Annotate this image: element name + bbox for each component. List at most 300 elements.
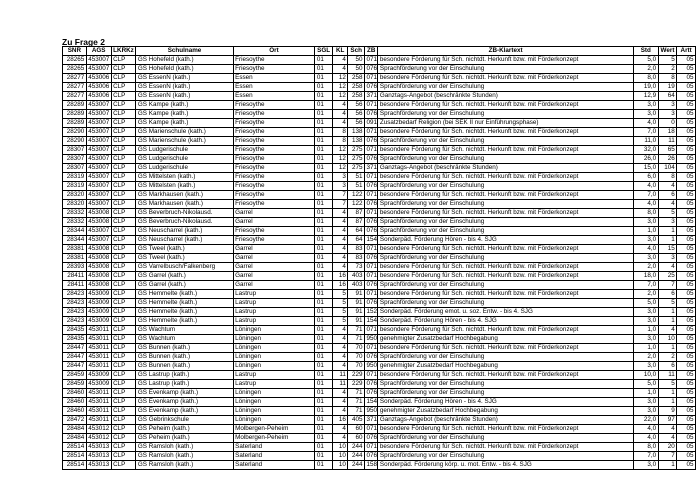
cell-ort: Friesoythe xyxy=(233,101,315,110)
cell-zb-klartext: Sprachförderung vor der Einschulung xyxy=(378,353,633,362)
cell-kl: 3 xyxy=(332,173,348,182)
cell-ort: Garrel xyxy=(233,263,315,272)
cell-lkrkz: CLP xyxy=(111,263,136,272)
cell-schulname: GS Ramsloh (kath.) xyxy=(136,461,233,470)
cell-zb: 371 xyxy=(366,164,377,171)
cell-zb: 154 xyxy=(366,236,377,243)
cell-wert: 1 xyxy=(658,398,677,407)
cell-std: 3,0 xyxy=(633,308,658,317)
cell-lkrkz: CLP xyxy=(111,407,136,416)
cell-std: 4,0 xyxy=(633,200,658,209)
cell-ags: 453011 xyxy=(86,416,111,425)
cell-kl: 4 xyxy=(332,344,348,353)
cell-lkrkz: CLP xyxy=(111,92,136,101)
cell-sch: 83 xyxy=(348,254,365,263)
cell-schulname: GS Bunnen (kath.) xyxy=(136,362,233,371)
cell-ags: 453008 xyxy=(88,254,110,261)
cell-lkrkz: CLP xyxy=(111,353,136,362)
cell-kl: 11 xyxy=(332,380,348,389)
table-row xyxy=(63,128,696,137)
cell-schulname: GS Evenkamp (kath.) xyxy=(136,398,233,407)
cell-ort: Löningen xyxy=(233,416,315,425)
cell-lkrkz: CLP xyxy=(111,308,136,317)
cell-lkrkz: CLP xyxy=(111,434,136,443)
cell-schulname: GS Tweel (kath.) xyxy=(136,254,233,263)
cell-std: 3,0 xyxy=(633,236,658,245)
cell-artt: 05 xyxy=(677,128,696,137)
cell-wert: 1 xyxy=(658,317,677,326)
cell-wert: 6 xyxy=(658,362,677,371)
column-header-artt: Artt xyxy=(677,47,696,56)
cell-schulname: GS Ludgerischule xyxy=(136,155,233,164)
cell-lkrkz: CLP xyxy=(111,65,136,74)
cell-snr: 28460 xyxy=(63,389,87,398)
cell-lkrkz: CLP xyxy=(111,443,136,452)
cell-sgl: 01 xyxy=(315,218,333,227)
cell-ort: Löningen xyxy=(233,353,315,362)
cell-wert: 1 xyxy=(658,236,677,245)
cell-zb-klartext: Sprachförderung vor der Einschulung xyxy=(378,200,633,209)
cell-lkrkz: CLP xyxy=(111,164,136,173)
cell-wert: 2 xyxy=(658,353,677,362)
cell-schulname: GS Mittelsten (kath.) xyxy=(136,182,233,191)
cell-ags: 453013 xyxy=(88,443,110,450)
cell-artt: 05 xyxy=(677,389,696,398)
cell-kl: 4 xyxy=(332,218,348,227)
cell-snr: 28307 xyxy=(63,146,87,155)
cell-sgl: 01 xyxy=(315,263,333,272)
cell-kl: 4 xyxy=(332,434,348,443)
cell-zb: 071 xyxy=(366,263,377,270)
cell-sch: 405 xyxy=(348,416,365,425)
cell-lkrkz: CLP xyxy=(111,281,136,290)
cell-std: 5,0 xyxy=(633,380,658,389)
cell-sgl: 01 xyxy=(315,407,333,416)
cell-zb: 076 xyxy=(366,182,377,189)
cell-lkrkz: CLP xyxy=(111,290,136,299)
cell-schulname: GS Hemmelte (kath.) xyxy=(136,290,233,299)
cell-zb-klartext: besondere Förderung für Sch. nichtdt. Herkunft bzw. mit Förderkonzept xyxy=(378,191,633,200)
table-row xyxy=(63,155,696,164)
cell-zb: 071 xyxy=(366,290,377,297)
cell-kl: 4 xyxy=(332,353,348,362)
cell-sgl: 01 xyxy=(315,281,333,290)
cell-zb: 371 xyxy=(366,416,377,423)
column-header-lkrkz: LKRKz xyxy=(111,47,136,56)
cell-zb-klartext: Sonderpäd. Förderung Hören - bis 4. SJG xyxy=(378,317,633,326)
cell-ort: Friesoythe xyxy=(233,182,315,191)
cell-sgl: 01 xyxy=(315,119,333,128)
cell-ags: 453006 xyxy=(88,83,110,90)
cell-ags: 453013 xyxy=(88,461,110,468)
cell-artt: 05 xyxy=(677,371,696,380)
table-row xyxy=(63,182,696,191)
cell-zb: 076 xyxy=(366,281,377,288)
cell-wert: 1 xyxy=(658,308,677,317)
cell-ags: 453011 xyxy=(86,398,111,407)
cell-ags: 453007 xyxy=(88,155,110,162)
cell-zb: 076 xyxy=(366,380,377,387)
cell-sgl: 01 xyxy=(315,443,333,452)
cell-kl: 4 xyxy=(332,425,348,434)
cell-kl: 4 xyxy=(332,398,348,407)
cell-artt: 05 xyxy=(677,236,696,245)
cell-zb-klartext: besondere Förderung für Sch. nichtdt. Herkunft bzw. mit Förderkonzept xyxy=(378,326,633,335)
cell-ort: Garrel xyxy=(233,272,315,281)
cell-sch: 91 xyxy=(348,317,365,326)
cell-sgl: 01 xyxy=(315,380,333,389)
cell-snr: 28381 xyxy=(63,245,87,254)
cell-sch: 91 xyxy=(348,299,365,308)
cell-ags: 453006 xyxy=(88,92,110,99)
cell-ort: Löningen xyxy=(233,344,315,353)
cell-wert: 1 xyxy=(658,344,677,353)
cell-lkrkz: CLP xyxy=(111,200,136,209)
cell-zb-klartext: Sprachförderung vor der Einschulung xyxy=(378,389,633,398)
cell-sgl: 01 xyxy=(315,353,333,362)
cell-std: 5,0 xyxy=(633,56,658,65)
cell-snr: 28423 xyxy=(63,308,87,317)
cell-kl: 4 xyxy=(332,407,348,416)
cell-zb: 071 xyxy=(366,128,377,135)
table-row xyxy=(63,101,696,110)
column-header-schulname: Schulname xyxy=(136,47,233,56)
table-row xyxy=(63,308,696,317)
cell-lkrkz: CLP xyxy=(111,227,136,236)
cell-sch: 91 xyxy=(348,290,365,299)
cell-std: 1,0 xyxy=(633,227,658,236)
cell-snr: 28460 xyxy=(63,398,87,407)
table-row xyxy=(63,299,696,308)
cell-ags: 453008 xyxy=(88,245,110,252)
cell-zb: 091 xyxy=(366,119,377,126)
cell-zb: 071 xyxy=(366,74,377,81)
cell-kl: 5 xyxy=(332,317,348,326)
table-row xyxy=(63,65,696,74)
cell-ort: Friesoythe xyxy=(233,164,315,173)
cell-zb-klartext: besondere Förderung für Sch. nichtdt. Herkunft bzw. mit Förderkonzept xyxy=(378,146,633,155)
cell-sgl: 01 xyxy=(315,434,333,443)
cell-snr: 28460 xyxy=(63,407,87,416)
cell-std: 4,0 xyxy=(633,182,658,191)
cell-std: 22,0 xyxy=(633,416,658,425)
cell-zb: 071 xyxy=(366,425,377,432)
cell-zb-klartext: Sonderpäd. Förderung Hören - bis 4. SJG xyxy=(378,236,633,245)
cell-lkrkz: CLP xyxy=(111,101,136,110)
cell-zb-klartext: besondere Förderung für Sch. nichtdt. Herkunft bzw. mit Förderkonzept xyxy=(378,74,633,83)
cell-sgl: 01 xyxy=(315,227,333,236)
cell-kl: 4 xyxy=(332,254,348,263)
cell-ags: 453007 xyxy=(88,128,110,135)
cell-zb-klartext: besondere Förderung für Sch. nichtdt. Herkunft bzw. mit Förderkonzept xyxy=(378,371,633,380)
cell-kl: 10 xyxy=(332,452,348,461)
cell-artt: 05 xyxy=(677,308,696,317)
cell-lkrkz: CLP xyxy=(111,254,136,263)
cell-std: 7,0 xyxy=(633,452,658,461)
cell-snr: 28265 xyxy=(63,56,87,65)
cell-ags: 453007 xyxy=(88,173,110,180)
table-row xyxy=(63,326,696,335)
column-header-sch: Sch xyxy=(348,47,365,56)
cell-sch: 71 xyxy=(348,326,365,335)
cell-snr: 28381 xyxy=(63,254,87,263)
cell-kl: 5 xyxy=(332,290,348,299)
cell-wert: 4 xyxy=(658,263,677,272)
cell-schulname: GS Bunnen (kath.) xyxy=(136,353,233,362)
cell-std: 7,0 xyxy=(633,128,658,137)
cell-zb-klartext: Zusatzbedarf Religion (bei SEK II nur Einführungsphase) xyxy=(378,119,633,128)
cell-artt: 05 xyxy=(677,65,696,74)
cell-zb-klartext: Sprachförderung vor der Einschulung xyxy=(378,218,633,227)
cell-std: 8,0 xyxy=(633,74,658,83)
cell-schulname: GS Ramsloh (kath.) xyxy=(136,443,233,452)
cell-artt: 05 xyxy=(677,317,696,326)
cell-zb: 076 xyxy=(366,65,377,72)
cell-schulname: GS Hemmelte (kath.) xyxy=(136,308,233,317)
cell-lkrkz: CLP xyxy=(111,317,136,326)
column-header-sgl: SGL xyxy=(315,47,333,56)
cell-lkrkz: CLP xyxy=(111,119,136,128)
cell-schulname: GS Hohefeld (kath.) xyxy=(136,56,233,65)
cell-kl: 4 xyxy=(332,236,348,245)
cell-wert: 4 xyxy=(658,200,677,209)
cell-sgl: 01 xyxy=(315,200,333,209)
cell-schulname: GS Garrel (kath.) xyxy=(136,272,233,281)
table-row xyxy=(63,335,696,344)
cell-sgl: 01 xyxy=(315,110,333,119)
table-row xyxy=(63,236,696,245)
cell-ort: Molbergen-Peheim xyxy=(233,434,315,443)
cell-schulname: GS Lastrup (kath.) xyxy=(136,371,233,380)
cell-schulname: GS Markhausen (kath.) xyxy=(136,191,233,200)
cell-lkrkz: CLP xyxy=(111,182,136,191)
cell-artt: 05 xyxy=(677,254,696,263)
cell-zb: 076 xyxy=(366,353,377,360)
cell-wert: 3 xyxy=(658,254,677,263)
page-title: Zu Frage 2 xyxy=(62,37,105,47)
cell-zb-klartext: besondere Förderung für Sch. nichtdt. Herkunft bzw. mit Förderkonzept xyxy=(378,263,633,272)
cell-snr: 28435 xyxy=(63,335,87,344)
cell-std: 3,0 xyxy=(633,254,658,263)
cell-kl: 10 xyxy=(332,443,348,452)
cell-artt: 05 xyxy=(677,335,696,344)
cell-zb-klartext: Ganztags-Angebot (beschränkte Stunden) xyxy=(378,92,633,101)
table-row xyxy=(63,263,696,272)
cell-zb-klartext: besondere Förderung für Sch. nichtdt. Herkunft bzw. mit Förderkonzept xyxy=(378,56,633,65)
cell-std: 3,0 xyxy=(633,317,658,326)
cell-ags: 453007 xyxy=(88,137,110,144)
table-row xyxy=(63,119,696,128)
cell-snr: 28472 xyxy=(63,416,87,425)
cell-schulname: GS EssenN (kath.) xyxy=(136,74,233,83)
cell-kl: 3 xyxy=(332,182,348,191)
cell-kl: 12 xyxy=(332,83,348,92)
cell-std: 4,0 xyxy=(633,425,658,434)
table-row xyxy=(63,281,696,290)
cell-std: 11,0 xyxy=(633,137,658,146)
cell-ort: Löningen xyxy=(233,326,315,335)
cell-ags: 453008 xyxy=(88,281,110,288)
cell-lkrkz: CLP xyxy=(111,83,136,92)
table-row xyxy=(63,227,696,236)
cell-snr: 28484 xyxy=(63,434,87,443)
table-row xyxy=(63,290,696,299)
cell-kl: 7 xyxy=(332,200,348,209)
cell-snr: 28319 xyxy=(63,173,87,182)
cell-zb: 076 xyxy=(366,218,377,225)
cell-wert: 4 xyxy=(658,434,677,443)
cell-lkrkz: CLP xyxy=(111,173,136,182)
cell-snr: 28332 xyxy=(63,209,87,218)
cell-lkrkz: CLP xyxy=(111,380,136,389)
cell-schulname: GS Garrel (kath.) xyxy=(136,281,233,290)
cell-sch: 50 xyxy=(348,65,365,74)
cell-lkrkz: CLP xyxy=(111,155,136,164)
table-row xyxy=(63,191,696,200)
cell-snr: 28514 xyxy=(63,443,87,452)
cell-ort: Lastrup xyxy=(233,371,315,380)
cell-kl: 12 xyxy=(332,146,348,155)
cell-sch: 258 xyxy=(348,92,365,101)
cell-zb-klartext: Sprachförderung vor der Einschulung xyxy=(378,281,633,290)
cell-zb-klartext: genehmigter Zusatzbedarf Hochbegabung xyxy=(378,407,633,416)
cell-kl: 4 xyxy=(332,389,348,398)
cell-lkrkz: CLP xyxy=(111,335,136,344)
cell-wert: 4 xyxy=(658,326,677,335)
cell-ort: Friesoythe xyxy=(233,110,315,119)
cell-snr: 28459 xyxy=(63,371,87,380)
cell-zb: 076 xyxy=(366,155,377,162)
cell-lkrkz: CLP xyxy=(111,245,136,254)
cell-zb: 071 xyxy=(366,146,377,153)
table-row xyxy=(63,254,696,263)
table-header-row xyxy=(63,47,696,56)
cell-sch: 71 xyxy=(348,407,365,416)
cell-lkrkz: CLP xyxy=(111,326,136,335)
cell-artt: 05 xyxy=(677,290,696,299)
cell-lkrkz: CLP xyxy=(111,398,136,407)
cell-snr: 28265 xyxy=(63,65,87,74)
cell-lkrkz: CLP xyxy=(111,218,136,227)
cell-ags: 453007 xyxy=(88,191,110,198)
cell-lkrkz: CLP xyxy=(111,137,136,146)
cell-snr: 28423 xyxy=(63,290,87,299)
cell-zb: 071 xyxy=(366,101,377,108)
cell-wert: 9 xyxy=(658,407,677,416)
cell-zb: 076 xyxy=(366,83,377,90)
cell-sch: 56 xyxy=(348,119,365,128)
cell-lkrkz: CLP xyxy=(111,452,136,461)
cell-ags: 453007 xyxy=(88,119,110,126)
cell-lkrkz: CLP xyxy=(111,461,136,470)
cell-artt: 05 xyxy=(677,182,696,191)
cell-lkrkz: CLP xyxy=(111,236,136,245)
cell-sgl: 01 xyxy=(315,128,333,137)
cell-std: 5,0 xyxy=(633,299,658,308)
cell-wert: 11 xyxy=(658,137,677,146)
cell-kl: 4 xyxy=(332,263,348,272)
cell-artt: 05 xyxy=(677,137,696,146)
cell-ort: Lastrup xyxy=(233,290,315,299)
cell-wert: 4 xyxy=(658,182,677,191)
cell-wert: 26 xyxy=(658,155,677,164)
cell-ort: Friesoythe xyxy=(233,119,315,128)
cell-snr: 28393 xyxy=(63,263,87,272)
cell-artt: 05 xyxy=(677,452,696,461)
cell-sgl: 01 xyxy=(315,236,333,245)
cell-artt: 05 xyxy=(677,164,696,173)
cell-ort: Lastrup xyxy=(233,317,315,326)
cell-ags: 453009 xyxy=(88,290,110,297)
cell-snr: 28411 xyxy=(63,281,87,290)
cell-kl: 4 xyxy=(332,110,348,119)
cell-zb: 371 xyxy=(366,92,377,99)
cell-sch: 122 xyxy=(348,191,365,200)
cell-zb: 071 xyxy=(366,191,377,198)
cell-lkrkz: CLP xyxy=(111,209,136,218)
cell-sch: 275 xyxy=(348,146,365,155)
table-row xyxy=(63,407,696,416)
cell-std: 7,0 xyxy=(633,281,658,290)
cell-ort: Friesoythe xyxy=(233,65,315,74)
cell-std: 3,0 xyxy=(633,461,658,470)
cell-artt: 05 xyxy=(677,200,696,209)
cell-sch: 244 xyxy=(348,461,365,470)
column-header-zb: ZB xyxy=(364,47,377,56)
cell-std: 3,0 xyxy=(633,407,658,416)
cell-kl: 5 xyxy=(332,308,348,317)
cell-schulname: GS Peheim (kath.) xyxy=(136,434,233,443)
cell-ort: Essen xyxy=(233,74,315,83)
cell-zb-klartext: Sprachförderung vor der Einschulung xyxy=(378,137,633,146)
cell-sgl: 01 xyxy=(315,245,333,254)
cell-zb-klartext: Sprachförderung vor der Einschulung xyxy=(378,182,633,191)
cell-sgl: 01 xyxy=(315,290,333,299)
cell-schulname: GS Neuscharrel (kath.) xyxy=(136,236,233,245)
cell-zb: 076 xyxy=(366,254,377,261)
cell-sch: 275 xyxy=(348,164,365,173)
cell-wert: 5 xyxy=(658,56,677,65)
cell-schulname: GS Hohefeld (kath.) xyxy=(136,65,233,74)
cell-lkrkz: CLP xyxy=(111,362,136,371)
cell-wert: 5 xyxy=(658,299,677,308)
cell-std: 2,0 xyxy=(633,353,658,362)
cell-schulname: GS Marienschule (kath.) xyxy=(136,128,233,137)
cell-snr: 28423 xyxy=(63,299,87,308)
cell-ort: Saterland xyxy=(233,461,315,470)
cell-ort: Essen xyxy=(233,83,315,92)
column-header-snr: SNR xyxy=(63,47,87,56)
cell-artt: 05 xyxy=(677,92,696,101)
cell-sgl: 01 xyxy=(315,164,333,173)
cell-schulname: GS Peheim (kath.) xyxy=(136,425,233,434)
cell-zb-klartext: genehmigter Zusatzbedarf Hochbegabung xyxy=(378,362,633,371)
cell-artt: 05 xyxy=(677,56,696,65)
cell-ort: Löningen xyxy=(233,362,315,371)
cell-schulname: GS Markhausen (kath.) xyxy=(136,200,233,209)
table-row xyxy=(63,272,696,281)
cell-sgl: 01 xyxy=(315,362,333,371)
cell-zb-klartext: besondere Förderung für Sch. nichtdt. Herkunft bzw. mit Förderkonzept xyxy=(378,245,633,254)
cell-sch: 50 xyxy=(348,56,365,65)
cell-snr: 28447 xyxy=(63,362,87,371)
cell-sch: 138 xyxy=(348,128,365,137)
cell-ort: Löningen xyxy=(233,335,315,344)
cell-schulname: GS Lastrup (kath.) xyxy=(136,380,233,389)
cell-ags: 453008 xyxy=(88,218,110,225)
cell-zb: 076 xyxy=(366,227,377,234)
cell-schulname: GS Ludgerischule xyxy=(136,164,233,173)
